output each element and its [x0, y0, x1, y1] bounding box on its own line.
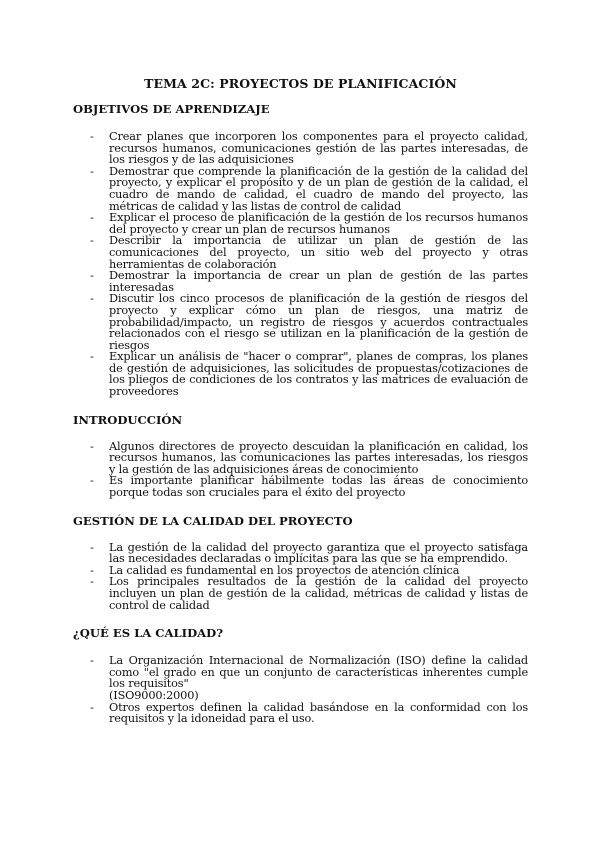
bullet-dash: - — [90, 575, 94, 589]
bullet-dash: - — [90, 563, 94, 577]
list-item: - Los principales resultados de la gestión de la calidad del proyecto incluyen un plan de gestión de la calidad, métricas de calidad y listas de control de calidad — [90, 575, 528, 612]
list-item: - Demostrar la importancia de crear un plan de gestión de las partes interesadas — [90, 269, 528, 294]
list-item: - Describir la importancia de utilizar un plan de gestión de las comunicaciones del proyecto, un sitio web del proyecto y otras herramientas de colaboración — [90, 234, 528, 271]
list-item: - Explicar un análisis de "hacer o comprar", planes de compras, los planes de gestión de adquisiciones, las solicitudes de propuestas/cotizaciones de los pliegos de condiciones de los contratos y las matrices de evaluación de proveedores — [90, 350, 528, 399]
introduccion-list — [73, 441, 528, 499]
bullet-dash: - — [90, 350, 94, 364]
gestion-calidad-list — [73, 542, 528, 612]
list-item: - Explicar el proceso de planificación de la gestión de los recursos humanos del proyecto y crear un plan de recursos humanos — [90, 211, 528, 236]
bullet-dash: - — [90, 474, 94, 488]
bullet-dash: - — [90, 130, 94, 143]
objetivos-list — [73, 131, 528, 398]
list-item: - La calidad es fundamental en los proyectos de atención clínica — [90, 563, 460, 577]
section-heading-gestion-calidad: GESTIÓN DE LA CALIDAD DEL PROYECTO — [73, 513, 353, 528]
section-heading-que-es-calidad: ¿QUÉ ES LA CALIDAD? — [73, 626, 223, 641]
bullet-dash: - — [90, 269, 94, 283]
bullet-dash: - — [90, 211, 94, 225]
bullet-dash: - — [90, 540, 94, 554]
list-item: - La Organización Internacional de Normalización (ISO) define la calidad como "el grado en que un conjunto de características inherentes cumple los requisitos" (ISO9000:2000) — [90, 654, 528, 702]
list-item: - La gestión de la calidad del proyecto garantiza que el proyecto satisfaga las necesidades declaradas o implícitas para las que se ha emprendido. — [90, 540, 528, 566]
section-heading-introduccion: INTRODUCCIÓN — [73, 412, 183, 427]
list-item: - Crear planes que incorporen los componentes para el proyecto calidad, recursos humanos, comunicaciones gestión de las partes interesadas, de los riesgos y de las adquisiciones — [90, 130, 528, 167]
list-item: - Otros expertos definen la calidad basándose en la conformidad con los requisitos y la idoneidad para el uso. — [90, 700, 528, 726]
list-item: - Discutir los cinco procesos de planificación de la gestión de riesgos del proyecto y explicar cómo un plan de riesgos, una matriz de probabilidad/impacto, un registro de riesgos y acuerdos contractuales relacionados con el riesgo se utilizan en la planificación de la gestión de riesgos — [90, 292, 528, 352]
iso-reference: (ISO9000:2000) — [109, 688, 199, 702]
bullet-dash: - — [90, 164, 94, 178]
que-es-calidad-list — [73, 655, 528, 725]
list-item: - Es importante planificar hábilmente todas las áreas de conocimiento porque todas son cruciales para el éxito del proyecto — [90, 474, 528, 500]
bullet-dash: - — [90, 439, 94, 453]
section-heading-objetivos: OBJETIVOS DE APRENDIZAJE — [73, 102, 270, 116]
list-item: - Demostrar que comprende la planificación de la gestión de la calidad del proyecto, y explicar el propósito y de un plan de gestión de la calidad, el cuadro de mando de calidad, el cuadro de mando del proyecto, las métricas de calidad y las listas de control de calidad — [90, 164, 528, 213]
document-title: TEMA 2C: PROYECTOS DE PLANIFICACIÓN — [144, 76, 457, 91]
bullet-dash: - — [90, 292, 94, 306]
list-item: - Algunos directores de proyecto descuidan la planificación en calidad, los recursos humanos, las comunicaciones las partes interesadas, los riesgos y la gestión de las adquisiciones áreas de conocimiento — [90, 439, 528, 476]
bullet-dash: - — [90, 654, 94, 668]
bullet-dash: - — [90, 700, 94, 714]
bullet-dash: - — [90, 234, 94, 248]
